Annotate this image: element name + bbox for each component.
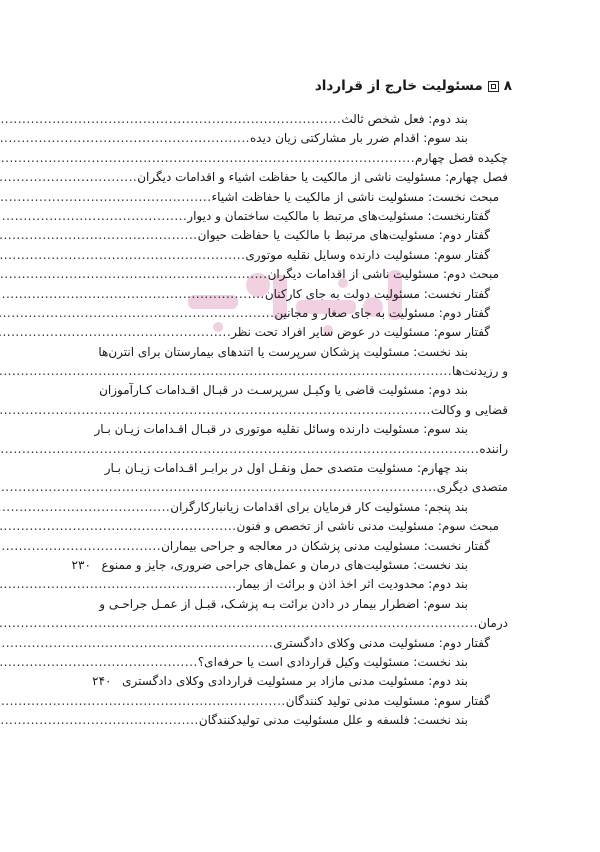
header-title: مسئولیت خارج از قرارداد xyxy=(314,78,483,94)
toc-entry-title: گفتار دوم: مسئولیت مدنی وکلای دادگستری xyxy=(273,635,490,650)
toc-entry-title: بند نخست: مسئولیت پزشکان سرپرست یا اتندهای بیمارستان برای انترن‌ها xyxy=(98,344,468,359)
toc-entry xyxy=(98,265,508,284)
toc-entry xyxy=(98,653,508,672)
toc-entry-title: بند سوم: اقدام ضرر بار مشارکتی زیان دیده xyxy=(249,131,468,146)
dot-leader xyxy=(0,304,274,323)
toc-entry xyxy=(98,149,508,168)
toc-entry xyxy=(98,188,508,207)
toc-entry xyxy=(98,692,508,711)
dot-leader xyxy=(0,614,478,633)
toc-entry-title: بند سوم: اضطرار بیمار در دادن برائت بـه پزشـک، قبـل از عمـل جراحـی و xyxy=(99,596,468,611)
toc-entry-title: بند دوم: مسئولیت قاضی یا وکیـل سرپرسـت در قبـال اقـدامات کـارآموزان xyxy=(99,383,468,398)
toc-entry xyxy=(98,246,508,265)
toc-entry xyxy=(98,323,508,342)
toc-entry xyxy=(98,478,508,497)
dot-leader xyxy=(0,207,187,226)
toc-entry xyxy=(98,634,508,653)
toc-entry-continuation: درمان xyxy=(477,616,508,631)
toc-entry-title: گفتار سوم: مسئولیت در عوض سایر افراد تحت نظر xyxy=(231,325,490,340)
dot-leader xyxy=(0,401,431,420)
toc-entry xyxy=(98,168,508,187)
toc-entry xyxy=(98,129,508,148)
toc-entry-title: بند سوم: مسئولیت دارنده وسائل نقلیه موتوری در قبـال اقـدامات زیـان بـار xyxy=(94,422,468,437)
toc-entry xyxy=(98,304,508,323)
dot-leader xyxy=(0,537,161,556)
dot-leader xyxy=(0,711,199,730)
dot-leader xyxy=(0,498,170,517)
dot-leader xyxy=(0,285,265,304)
running-header xyxy=(315,78,512,94)
toc-entry xyxy=(98,226,508,245)
toc-entry-title: گفتار دوم: مسئولیت‌های مرتبط با مالکیت یا حفاظت حیوان xyxy=(197,228,490,243)
dot-leader xyxy=(0,265,268,284)
toc-entry-title: بند دوم: مسئولیت مدنی مازاد بر مسئولیت قراردادی وکلای دادگستری xyxy=(122,674,468,689)
dot-leader xyxy=(0,129,250,148)
book-icon xyxy=(488,81,499,92)
dot-leader xyxy=(0,188,212,207)
toc-entry xyxy=(98,401,508,420)
toc-entry-title: مبحث سوم: مسئولیت مدنی ناشی از تخصص و فنون xyxy=(236,519,499,534)
toc-entry xyxy=(98,440,508,459)
dot-leader xyxy=(0,692,286,711)
toc-entry-title: فصل چهارم: مسئولیت ناشی از مالکیت یا حفاظت اشیاء و اقدامات دیگران xyxy=(137,170,508,185)
toc-entry-continuation: و رزیدنت‌ها xyxy=(452,364,508,379)
toc-entry xyxy=(98,110,508,129)
dot-leader xyxy=(0,110,341,129)
toc-entry-title: گفتار نخست: مسئولیت دولت به جای کارکنان xyxy=(264,286,490,301)
toc-entry xyxy=(98,285,508,304)
header-page-number: ۸ xyxy=(503,78,512,94)
toc-entry-title: بند دوم: فعل شخص ثالث xyxy=(341,112,468,126)
dot-leader xyxy=(0,323,231,342)
toc-entry xyxy=(98,537,508,556)
toc-entry-title: بند پنجم: مسئولیت کار فرمایان برای اقدامات زیانبارکارگران xyxy=(170,499,468,514)
toc-entry-title: گفتار سوم: مسئولیت دارنده وسایل نقلیه موتوری xyxy=(245,247,490,262)
toc-entry xyxy=(98,207,508,226)
toc-entry xyxy=(98,498,508,517)
toc-entry xyxy=(92,672,508,691)
toc-entry xyxy=(98,711,508,730)
dot-leader xyxy=(0,517,237,536)
toc-entry-continuation: متصدی دیگری xyxy=(436,480,508,495)
dot-leader xyxy=(0,149,415,168)
toc-entry-title: بند چهارم: مسئولیت متصدی حمل ونقـل اول در برابـر اقـدامات زیـان بـار xyxy=(104,461,468,476)
toc-entry-title: گفتار نخست: مسئولیت مدنی پزشکان در معالجه و جراحی بیماران xyxy=(161,538,490,553)
toc-entry-title: مبحث نخست: مسئولیت ناشی از مالکیت یا حفاظت اشیاء xyxy=(211,189,499,204)
toc-entry-title: بند نخست: فلسفه و علل مسئولیت مدنی تولیدکنندگان xyxy=(198,713,468,728)
toc-entry xyxy=(71,556,508,575)
toc-page-number: ۲۴۰ xyxy=(92,674,112,689)
dot-leader xyxy=(0,362,452,381)
table-of-contents xyxy=(71,110,508,731)
dot-leader xyxy=(0,634,273,653)
toc-page-number: ۲۳۰ xyxy=(71,557,91,572)
dot-leader xyxy=(0,653,198,672)
dot-leader xyxy=(0,440,479,459)
toc-entry-title: بند نخست: مسئولیت وکیل قراردادی است یا حرفه‌ای؟ xyxy=(197,654,468,669)
dot-leader xyxy=(0,246,245,265)
dot-leader xyxy=(0,226,198,245)
dot-leader xyxy=(0,168,137,187)
toc-entry-title: بند دوم: محدودیت اثر اخذ اذن و برائت از بیمار xyxy=(236,577,468,592)
toc-entry-title: گفتار دوم: مسئولیت به جای صغار و مجانین xyxy=(274,305,490,320)
toc-entry-title: گفتار سوم: مسئولیت مدنی تولید کنندگان xyxy=(285,693,490,708)
toc-entry xyxy=(98,517,508,536)
dot-leader xyxy=(0,478,437,497)
toc-entry-title: بند نخست: مسئولیت‌های درمان و عمل‌های جراحی ضروری، جایز و ممنوع xyxy=(101,557,468,572)
toc-entry xyxy=(98,614,508,633)
toc-entry-continuation: راننده xyxy=(479,441,508,456)
toc-entry xyxy=(98,575,508,594)
toc-entry-title: گفتارنخست: مسئولیت‌های مرتبط با مالکیت ساختمان و دیوار xyxy=(187,208,490,223)
dot-leader xyxy=(0,575,237,594)
toc-entry xyxy=(98,362,508,381)
toc-entry-continuation: قضایی و وکالت xyxy=(430,402,508,417)
toc-entry-title: چکیده فصل چهارم xyxy=(415,150,508,165)
toc-entry-title: مبحث دوم: مسئولیت ناشی از اقدامات دیگران xyxy=(267,267,499,282)
